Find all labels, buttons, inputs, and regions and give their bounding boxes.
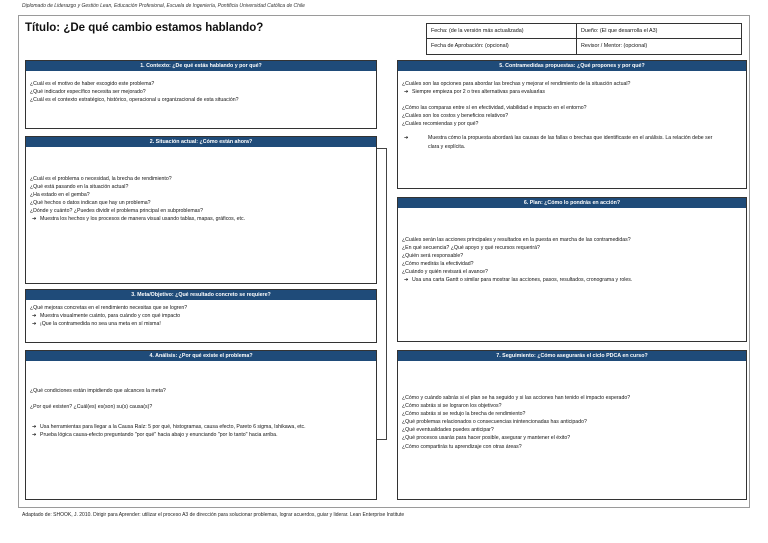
question: ¿Por qué existen? ¿Cuál(es) es(son) su(s) causa(s)? [30,404,153,411]
question: ¿Cómo sabrás si se redujo la brecha de rendimiento? [402,411,526,418]
question: ¿Cómo las comparas entre sí en efectividad, viabilidad e impacto en el entorno? [402,105,587,112]
arrow-note: ➔ Usa una carta Gantt o similar para mostrar las acciones, pasos, resultados, cronograma y roles. [402,276,740,284]
question: ¿Qué hechos o datos indican que hay un problema? [30,200,151,207]
section-meta-objetivo [25,289,377,343]
arrow-note: ➔ Muestra los hechos y los procesos de manera visual usando tablas, mapas, gráficos, etc. [30,215,370,223]
section-contramedidas [397,60,747,189]
section-contexto [25,60,377,129]
footer-citation: Adaptado de: SHOOK, J. 2010. Dirigir para Aprender: utilizar el proceso A3 de dirección para solucionar problemas, lograr acuerdos, guiar y liderar. Lean Enterprise Institute [22,512,405,518]
question: ¿Cuál es el contexto estratégico, histórico, operacional u organizacional de esta situación? [30,97,239,104]
question: ¿Cuáles son las opciones para abordar las brechas y mejorar el rendimiento de la situación actual? [402,81,631,87]
question: ¿En qué secuencia? ¿Qué apoyo y qué recursos requerirá? [402,245,540,252]
question: ¿Cómo sabrás si se lograron los objetivos? [402,403,502,410]
question: ¿Qué condiciones están impidiendo que alcances la meta? [30,388,166,394]
section-header: 4. Análisis: ¿Por qué existe el problema? [26,351,376,361]
header-note: Diplomado de Liderazgo y Gestión Lean, Educación Profesional, Escuela de Ingeniería, Pontificia Universidad Católica de Chile [22,3,305,9]
question: ¿Cómo compartirás tu aprendizaje con otras áreas? [402,443,522,450]
question: ¿Cuáles recomiendas y por qué? [402,121,479,128]
section-plan [397,197,747,342]
question: ¿Qué mejoras concretas en el rendimiento necesitas que se logren? [30,305,188,311]
arrow-note: ➔ Siempre empieza por 2 o tres alternativas para evaluarlas [402,88,740,96]
question: ¿Qué problemas relacionados o consecuencias inintencionadas has anticipado? [402,419,587,426]
arrow-note: ➔ Usa herramientas para llegar a la Causa Raíz: 5 por qué, histogramas, causa efecto, Pareto 6 sigma, Ishikawa, etc. [30,423,370,431]
meta-aprobacion: Fecha de Aprobación: (opcional) [427,39,577,54]
question: ¿Qué indicador específico necesita ser mejorado? [30,89,146,96]
arrow-note: ➔ ¡Que la contramedida no sea una meta en sí misma! [30,320,370,328]
section-seguimiento [397,350,747,500]
meta-fecha: Fecha: (de la versión más actualizada) [427,24,577,39]
meta-dueno: Dueño: (El que desarrolla el A3) [577,24,741,39]
connector-line [377,439,387,440]
question: ¿Qué está pasando en la situación actual? [30,184,129,191]
question: ¿Cuál es el problema o necesidad, la brecha de rendimiento? [30,176,172,182]
question: ¿Cómo y cuándo sabrás si el plan se ha seguido y si las acciones han tenido el impacto esperado? [402,395,631,401]
question: ¿Quién será responsable? [402,253,464,260]
section-header: 5. Contramedidas propuestas: ¿Qué propones y por qué? [398,61,746,71]
question: ¿Cuál es el motivo de haber escogido este problema? [30,81,155,87]
question: ¿Dónde y cuánto? ¿Puedes dividir el problema principal en subproblemas? [30,208,204,215]
meta-table [426,23,742,55]
question: ¿Cuáles serán las acciones principales y resultados en la puesta en marcha de las contramedidas? [402,237,631,243]
section-header: 3. Meta/Objetivo: ¿Qué resultado concreto se requiere? [26,290,376,300]
section-header: 1. Contexto: ¿De qué estás hablando y por qué? [26,61,376,71]
question: ¿Qué procesos usarás para hacer posible, asegurar y mantener el éxito? [402,435,571,442]
question: ¿Cuáles son los costos y beneficios relativos? [402,113,509,120]
section-analisis [25,350,377,500]
question: ¿Cómo medirás la efectividad? [402,261,474,268]
arrow-note: ➔ Prueba lógica causa-efecto preguntando "por qué" hacia abajo y enunciando "por lo tanto" hacia arriba. [30,431,370,439]
section-header: 7. Seguimiento: ¿Cómo asegurarás el ciclo PDCA en curso? [398,351,746,361]
section-header: 6. Plan: ¿Cómo lo pondrás en acción? [398,198,746,208]
question: ¿Qué eventualidades puedes anticipar? [402,427,494,434]
arrow-note: ➔ Muestra cómo la propuesta abordará las causas de las fallas o brechas que identificaste en el análisis. La relación debe ser clara y explícita. [402,134,740,150]
question: ¿Cuándo y quién revisará el avance? [402,269,488,276]
connector-line [386,148,387,439]
arrow-note: ➔ Muestra visualmente cuánto, para cuándo y con qué impacto [30,312,370,320]
section-header: 2. Situación actual: ¿Cómo están ahora? [26,137,376,147]
page-title: Título: ¿De qué cambio estamos hablando? [25,22,264,34]
question: ¿Ha estado en el gemba? [30,192,90,199]
meta-revisor: Revisor / Mentor: (opcional) [581,43,648,49]
section-situacion-actual [25,136,377,284]
